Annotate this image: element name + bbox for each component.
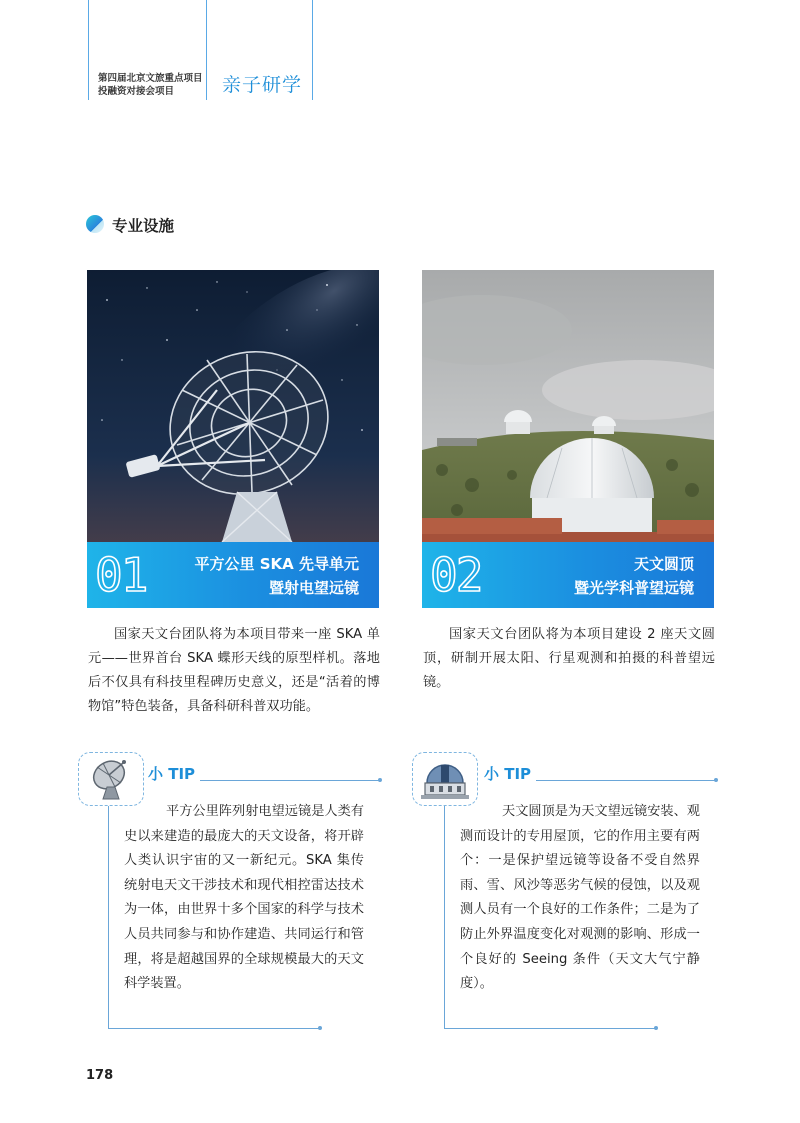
item-01-title-line1: 平方公里 SKA 先导单元 (194, 555, 359, 573)
tip-01-text: 平方公里阵列射电望远镜是人类有史以来建造的最庞大的天文设备，将开辟人类认识宇宙的又一新纪元。SKA 集传统射电天文干涉技术和现代相控雷达技术为一体，由世界十多个国家的科学与技术人员共同参与和协作建造、共同运行和管理，将是超越国界的全球规模最大的天文科学装置。 (124, 804, 364, 992)
tip-01-top-rule (200, 780, 380, 781)
item-01-description: 国家天文台团队将为本项目带来一座 SKA 单元——世界首台 SKA 蝶形天线的原型样机。落地后不仅具有科技里程碑历史意义，还是“活着的博物馆”特色装备，具备科研科普双功能。 (88, 627, 380, 714)
header-divider-middle (206, 0, 207, 100)
header-category: 亲子研学 (222, 74, 303, 96)
tip-02-rule-end (714, 778, 718, 782)
section-bullet-icon (86, 215, 104, 233)
item-01-number: 01 (95, 548, 147, 602)
tip-02-label: 小 TIP (484, 765, 532, 783)
tip-01-rule-end (378, 778, 382, 782)
item-02-title-band (422, 542, 714, 608)
tip-01-frame-end (318, 1026, 322, 1030)
header-event-name (98, 72, 203, 98)
item-02-title-line2: 暨光学科普望远镜 (573, 579, 694, 597)
tip-02-badge (412, 752, 478, 806)
header-event-line1: 第四届北京文旅重点项目 (98, 73, 203, 84)
photo-ska-telescope (87, 270, 379, 608)
item-02-title-line1: 天文圆顶 (633, 555, 694, 573)
header-event-line2: 投融资对接会项目 (98, 86, 175, 97)
section-title: 专业设施 (112, 217, 175, 235)
item-01-title-line2: 暨射电望远镜 (268, 579, 359, 597)
radio-dish-icon (79, 753, 143, 805)
tip-02-frame-end (654, 1026, 658, 1030)
item-02-number: 02 (430, 548, 482, 602)
header-divider-right (312, 0, 313, 100)
observatory-dome-icon (413, 753, 477, 805)
photo-observatory-dome (422, 270, 714, 608)
tip-01-badge (78, 752, 144, 806)
item-01-title-band (87, 542, 379, 608)
tip-02-top-rule (536, 780, 716, 781)
item-02-description: 国家天文台团队将为本项目建设 2 座天文圆顶，研制开展太阳、行星观测和拍摄的科普望远镜。 (423, 627, 715, 690)
tip-01-label: 小 TIP (148, 765, 196, 783)
tip-02-text: 天文圆顶是为天文望远镜安装、观测而设计的专用屋顶，它的作用主要有两个：一是保护望远镜等设备不受自然界雨、雪、风沙等恶劣气候的侵蚀，以及观测人员有一个良好的工作条件；二是为了防止外界温度变化对观测的影响、形成一个良好的 Seeing 条件（天文大气宁静度）。 (460, 804, 700, 992)
page-number: 178 (86, 1068, 114, 1083)
header-divider-left (88, 0, 89, 100)
